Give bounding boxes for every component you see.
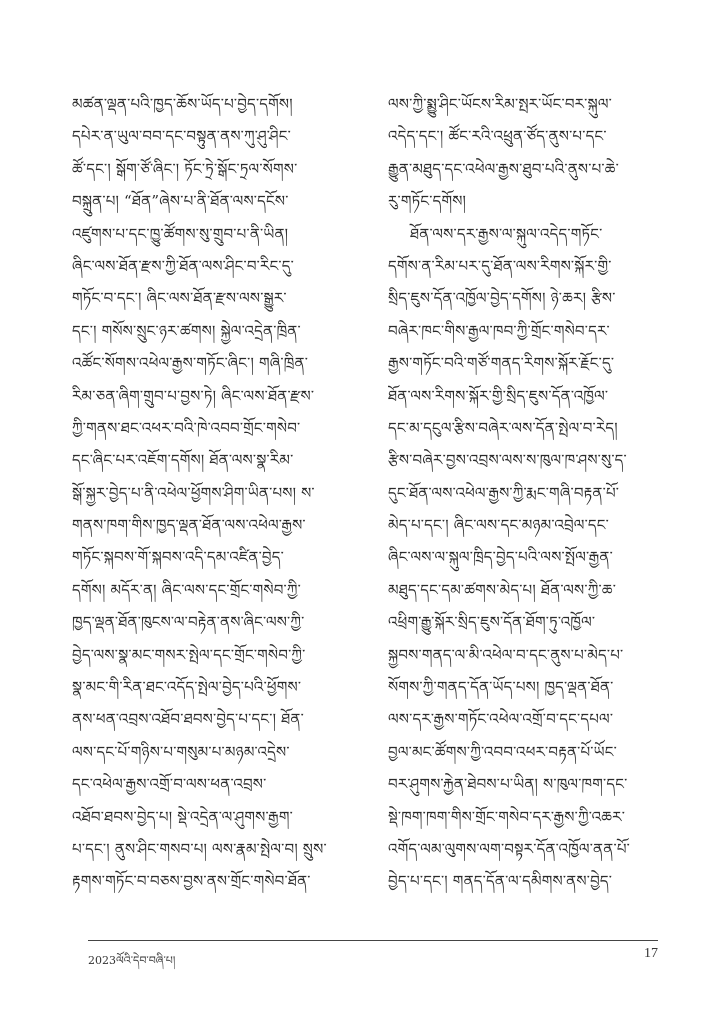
text-line: འཕྲིག་རྒྱུ་སྐོར་སྲིད་ཇུས་དོན་ཐོག་ཏུ་འཁྱོལ་: [388, 613, 596, 632]
page-number: 17: [644, 946, 658, 961]
right-column: [388, 88, 688, 898]
text-line: སོགས་ཀྱི་གནད་དོན་ཡོད་པས། ཁྱད་ལྡན་ཐོན་: [388, 678, 614, 697]
footer-rule: [88, 940, 658, 941]
text-line: ལས་དང་པོ་གཉིས་པ་གསུམ་པ་མཉམ་འདྲེས་: [72, 742, 290, 761]
text-line: བཞེར་ཁང་གིས་རྒྱལ་ཁབ་ཀྱི་གྲོང་གསེབ་དར་: [388, 321, 610, 340]
text-line: དང་མ་དངུལ་རྩིས་བཞེར་ལས་དོན་སྤེལ་བ་རེད།: [388, 418, 618, 437]
text-line: གནས་ཁག་གིས་ཁྱད་ལྡན་ཐོན་ལས་འཕེལ་རྒྱས་: [72, 516, 306, 535]
text-line: འཛུགས་པ་དང་ཁྱུ་ཚོགས་སུ་གྲུབ་པ་ནི་ཡིན།: [72, 224, 289, 243]
text-line: སྐྱབས་གནད་ལ་མི་འཕེལ་བ་དང་ནུས་པ་མེད་པ་: [388, 645, 624, 664]
text-line: ཚོ་དང་། སྒོག་ཙོ་ཞིང་། ཏོང་ཏྲེ་སྒོང་ཏྲལ་སོགས་: [72, 159, 298, 178]
text-line: གཏོང་སྐབས་གོ་སྐབས་འདི་དམ་འཛིན་བྱེད་: [72, 548, 284, 567]
text-line: ལས་དར་རྒྱས་གཏོང་འཕེལ་འགྲོ་བ་དང་དཔལ་: [388, 710, 614, 729]
text-line: རུ་གཏོང་དགོས།: [388, 192, 467, 211]
text-line: ནས་ཕན་འབྲས་འཐོབ་ཐབས་བྱེད་པ་དང་། ཐོན་: [72, 710, 304, 729]
text-line: བྱལ་མང་ཚོགས་ཀྱི་འབབ་འཕར་བརྟན་པོ་ཡོང་: [388, 742, 617, 761]
text-line: ཞིང་ལས་ཐོན་རྫས་ཀྱི་ཐོན་ལས་ཤིང་བ་རིང་དུ་: [72, 256, 295, 275]
text-line: འགོད་ལམ་ལུགས་ལག་བསྟར་དོན་འཁྱོལ་ནན་པོ་: [388, 839, 630, 858]
text-line: རྟགས་གཏོང་བ་བཅས་བྱས་ནས་གྲོང་གསེབ་ཐོན་: [72, 872, 311, 891]
text-line: ལས་ཀྱི་སྨྱུ་ཤིང་ཡོངས་རིམ་སྤར་ཡོང་བར་སྐུལ་: [388, 95, 612, 113]
text-line: དང་འཕེལ་རྒྱས་འགྲོ་བ་ལས་ཕན་འབྲས་: [72, 775, 267, 794]
text-line: གཏོང་བ་དང་། ཞིང་ལས་ཐོན་རྫས་ལས་སྒྱུར་: [72, 289, 287, 308]
text-line: བྱེད་ལས་སྣ་མང་གསར་སྤེལ་དང་གྲོང་གསེབ་ཀྱི་: [72, 645, 306, 664]
text-line: དང་། གསོས་སྲུང་ཉར་ཚགས། སྐྱེལ་འདྲེན་ཁྲིན་: [72, 321, 301, 340]
text-line: མཐུད་དང་དམ་ཚགས་མེད་པ། ཐོན་ལས་ཀྱི་ཆ་: [388, 580, 617, 599]
journal-issue-label: 2023ལོའི་དེབ་བཞི་པ།: [88, 954, 176, 967]
text-line: ཐོན་ལས་རིགས་སྐོར་གྱི་སྲིད་ཇུས་དོན་འཁྱོལ་: [388, 386, 609, 405]
text-line: དང་ཞིང་པར་འཇོག་དགོས། ཐོན་ལས་སྣ་རིམ་: [72, 451, 294, 470]
left-column: [72, 88, 372, 898]
text-line: བར་ཤུགས་རྐྱེན་ཐེབས་པ་ཡིན། ས་ཁུལ་ཁག་དང་: [388, 775, 628, 794]
text-line: དགོས་ན་རིམ་པར་དུ་ཐོན་ལས་རིགས་སྐོར་གྱི་: [388, 256, 612, 275]
text-line: སྲིད་ཇུས་དོན་འཁྱོལ་བྱེད་དགོས། ཉེ་ཆར། རྩིས་: [388, 289, 616, 308]
text-line: དཔེར་ན་ཡུལ་བབ་དང་བསྟུན་ནས་ཀུ་ཤུ་ཤིང་: [72, 127, 291, 146]
text-line: མེད་པ་དང་། ཞིང་ལས་དང་མཉམ་འབྲེལ་དང་: [388, 516, 610, 535]
text-line: མཚན་ལྡན་པའི་ཁྱད་ཆོས་ཡོད་པ་བྱེད་དགོས།: [72, 95, 293, 113]
text-line: རིམ་ཅན་ཞིག་གྲུབ་པ་བྱས་ཏེ། ཞིང་ལས་ཐོན་རྫས་: [72, 386, 315, 405]
text-line: ཁྱད་ལྡན་ཐོན་ཁུངས་ལ་བརྟེན་ནས་ཞིང་ལས་ཀྱི་: [72, 613, 305, 632]
text-line: འདེད་དང་། ཚོང་རའི་འཕྲུན་ཙོད་ནུས་པ་དང་: [388, 127, 607, 146]
text-line: འཚོང་སོགས་འཕེལ་རྒྱས་གཏོང་ཞིང་། གཞི་ཁྲིན་: [72, 354, 309, 373]
text-line: སྒོ་སྐྱར་བྱེད་པ་ནི་འཕེལ་ཕྱོགས་ཤིག་ཡིན་པས། ས་: [72, 483, 315, 502]
text-line: སྣ་མང་གི་རིན་ཐང་འདོད་སྤེལ་བྱེད་པའི་ཕྱོགས་: [72, 678, 302, 697]
text-line: དུང་ཐོན་ལས་འཕེལ་རྒྱས་ཀྱི་རྨང་གཞི་བརྟན་པོ་: [388, 483, 620, 502]
text-line: སྡེ་ཁག་ཁག་གིས་གྲོང་གསེབ་དར་རྒྱས་ཀྱི་འཆར་: [388, 807, 626, 826]
text-line: ཐོན་ལས་དར་རྒྱས་ལ་སྐུལ་འདེད་གཏོང་: [410, 224, 603, 243]
text-line: བསྐྲུན་པ། “ཐོན”ཞེས་པ་ནི་ཐོན་ལས་དངོས་: [72, 192, 289, 211]
text-line: རྒྱུན་མཐུད་དང་འཕེལ་རྒྱས་ཐུབ་པའི་ནུས་པ་ཆེ་: [388, 159, 619, 178]
text-line: བྱེད་པ་དང་། གནད་དོན་ལ་དམིགས་ནས་བྱེད་: [388, 872, 613, 891]
text-line: རྩིས་བཞེར་བྱས་འབྲས་ལས་ས་ཁུལ་ཁ་ཤས་སུ་ད་: [388, 451, 627, 470]
text-line: རྒྱས་གཏོང་བའི་གཙོ་གནད་རིགས་སྐོར་རྗོང་དུ་: [388, 354, 615, 373]
text-line: པ་དང་། ནུས་ཤིང་གསབ་པ། ལས་རྣམ་སྤེལ་བ། སྲུས་: [72, 839, 327, 858]
text-line: ཞིང་ལས་ལ་སྐུལ་ཁྲིད་བྱེད་པའི་ལས་སྤོལ་རྒྱན་: [388, 548, 613, 567]
text-line: དགོས། མདོར་ན། ཞིང་ལས་དང་གྲོང་གསེབ་ཀྱི་: [72, 580, 302, 599]
text-line: འཐོབ་ཐབས་བྱེད་པ། སྡེ་འདྲེན་ལ་ཤུགས་རྒྱག་: [72, 807, 293, 826]
text-line: ཀྱི་གནས་ཐང་འཕར་བའི་ཁེ་འབབ་གྲོང་གསེབ་: [72, 418, 301, 437]
